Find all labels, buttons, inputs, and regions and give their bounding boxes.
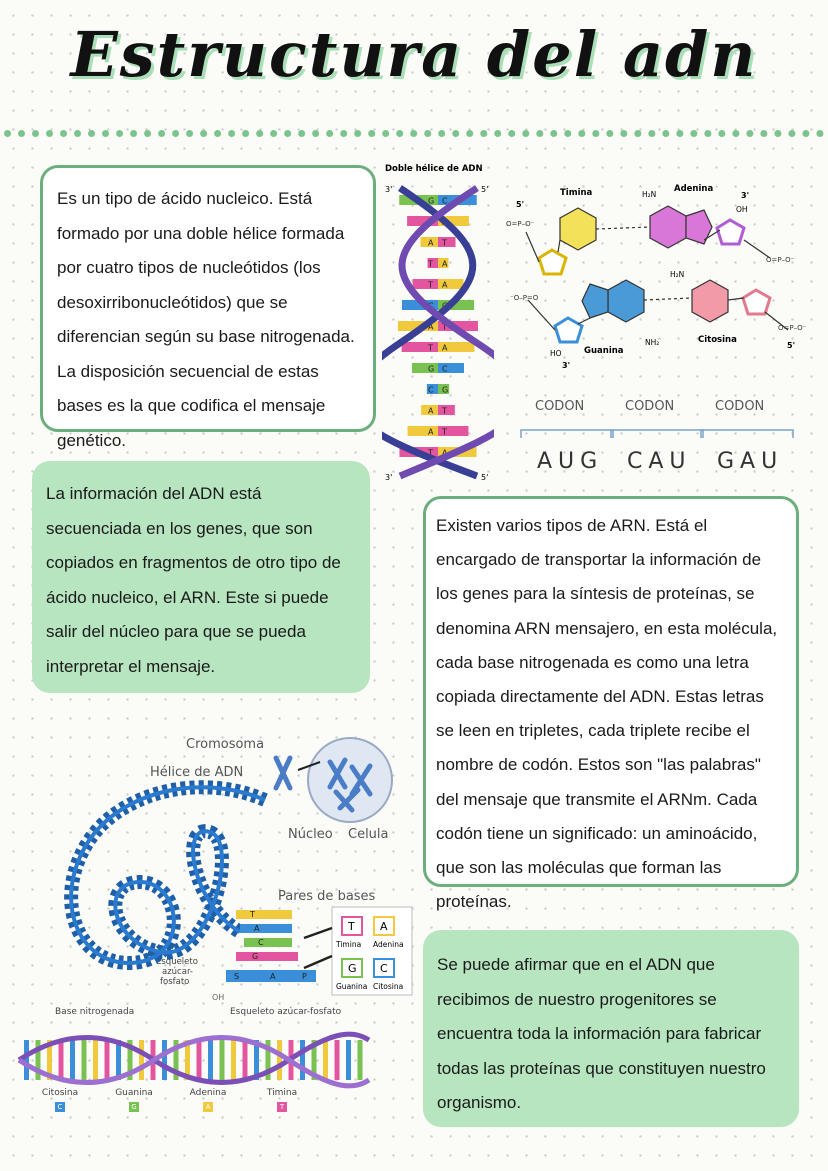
- strip-rung: [139, 1040, 144, 1080]
- legend-base-a-letter: T: [348, 920, 355, 933]
- strip-rung: [93, 1040, 98, 1080]
- strip-rung: [116, 1040, 121, 1080]
- dotted-divider: [4, 130, 824, 137]
- bases-legend-name: Adenina: [189, 1088, 227, 1098]
- label-nh2: NH₂: [645, 338, 660, 347]
- dna-strip-illustration: [14, 1030, 374, 1090]
- helix-base-right-label: A: [442, 448, 448, 458]
- strip-rung: [358, 1040, 363, 1080]
- helix-base-left-label: C: [428, 301, 434, 311]
- helix-base-left-label: G: [428, 364, 435, 374]
- looped-dna: [71, 787, 265, 963]
- svg-text:O=P–O⁻: O=P–O⁻: [766, 256, 795, 264]
- adenine-ring: [650, 206, 686, 248]
- bases-legend-name: Timina: [266, 1088, 298, 1098]
- strip-rung: [335, 1040, 340, 1080]
- strand-letter: G: [252, 952, 259, 961]
- nucleotide-chemistry-diagram: [498, 180, 823, 380]
- chem-end-3-top: 3': [741, 191, 750, 200]
- guanine-ring-2: [582, 284, 608, 318]
- helix-base-right-label: A: [442, 280, 448, 290]
- strip-rung: [300, 1040, 305, 1080]
- codon-triplet: AUG: [537, 449, 604, 474]
- helix-base-right-label: C: [442, 196, 448, 206]
- strand-letter: S: [234, 972, 240, 981]
- helix-base-right-label: T: [442, 406, 447, 416]
- helix-end-3-top: 3': [385, 185, 393, 194]
- bases-legend-item: [30, 1088, 90, 1112]
- looped-dna-core: [71, 787, 265, 963]
- bases-legend-name: Citosina: [41, 1088, 79, 1098]
- strip-rung: [231, 1040, 236, 1080]
- helix-base-left-label: G: [428, 196, 435, 206]
- strip-rung: [24, 1040, 29, 1080]
- strip-rung: [59, 1040, 64, 1080]
- codon-bracket: [521, 430, 613, 438]
- codon-group: [521, 399, 793, 474]
- strand-letter: T: [250, 910, 255, 919]
- label-cromosoma: Cromosoma: [186, 737, 265, 752]
- label-celula: Celula: [348, 827, 389, 842]
- arn-card: [423, 496, 799, 912]
- label-helice: Hélice de ADN: [150, 765, 244, 780]
- helix-base-left-label: A: [428, 427, 434, 437]
- bases-legend-swatch: T: [277, 1102, 287, 1112]
- codon-triplet: GAU: [717, 449, 784, 474]
- codon-triplet: CAU: [627, 449, 692, 474]
- label-h2n-top: H₂N: [642, 190, 657, 199]
- strip-rung: [243, 1040, 248, 1080]
- label-ho: HO: [550, 349, 562, 358]
- helix-base-left: [413, 279, 438, 289]
- page-title: Estructura del adn: [70, 18, 758, 91]
- adenine-ring-2: [686, 210, 712, 244]
- legend-base-b-name: Citosina: [373, 982, 404, 991]
- legend-base-b-letter: C: [380, 962, 388, 975]
- helix-base-left-label: T: [428, 280, 433, 290]
- genes-card: [32, 461, 370, 693]
- strip-rung: [82, 1040, 87, 1080]
- bases-legend-item: [178, 1088, 238, 1112]
- sugar-3: [555, 318, 582, 342]
- strip-rung: [105, 1040, 110, 1080]
- intro-text: Es un tipo de ácido nucleico. Está formado por una doble hélice formada por cuatro tipos de nucleótidos (los desoxirribonucleótidos) que se diferencian según su base nitrogenada. La disposición secuencial de estas bases es la que codifica el mensaje genético.: [57, 189, 355, 450]
- sugar-2: [717, 220, 744, 244]
- strand-letter: A: [254, 924, 260, 933]
- helix-base-right-label: G: [442, 385, 449, 395]
- legend-base-a-letter: G: [348, 962, 357, 975]
- helix-base-left-label: A: [428, 238, 434, 248]
- label-oh: OH: [736, 205, 748, 214]
- label-guanina: Guanina: [584, 346, 624, 356]
- sugar-1: [539, 250, 566, 274]
- chem-end-5-top: 5': [516, 200, 525, 209]
- helix-base-left-label: C: [428, 385, 434, 395]
- helix-base-pairs: [398, 195, 478, 458]
- arrow-pairs-1: [304, 928, 332, 938]
- label-base-nitrogenada: Base nitrogenada: [55, 1007, 135, 1017]
- bases-legend: [30, 1088, 310, 1118]
- svg-text:⁻O–P=O: ⁻O–P=O: [510, 294, 539, 302]
- strip-rung: [277, 1040, 282, 1080]
- svg-text:O=P–O⁻: O=P–O⁻: [506, 220, 535, 228]
- helix-base-right-label: A: [442, 343, 448, 353]
- helix-base-right-label: G: [442, 301, 449, 311]
- label-h2n-mid: H₂N: [670, 270, 685, 279]
- legend-base-b-letter: A: [380, 920, 388, 933]
- codon-label: CODON: [535, 399, 585, 414]
- strand-letter: P: [302, 972, 307, 981]
- double-helix-illustration: [382, 158, 494, 488]
- codon-label: CODON: [715, 399, 765, 414]
- strip-rung: [346, 1040, 351, 1080]
- strip-rung: [197, 1040, 202, 1080]
- helix-end-5-bottom: 5': [481, 473, 489, 482]
- helix-base-left-label: T: [428, 217, 433, 227]
- bases-legend-item: [252, 1088, 312, 1112]
- conclusion-card: [423, 930, 799, 1127]
- codon-label: CODON: [625, 399, 675, 414]
- helix-base-right-label: A: [442, 259, 448, 269]
- strand-letter: A: [270, 972, 276, 981]
- codon-diagram: [515, 390, 795, 480]
- helix-base-left-label: T: [428, 259, 433, 269]
- intro-card: [40, 165, 376, 450]
- label-adenina: Adenina: [674, 184, 714, 194]
- genes-text: La información del ADN está secuenciada en los genes, que son copiados en fragmentos de otro tipo de ácido nucleico, el ARN. Este si puede salir del núcleo para que se pueda interpretar el mensaje.: [46, 484, 341, 676]
- thymine-ring: [560, 208, 596, 250]
- bases-legend-swatch: C: [55, 1102, 65, 1112]
- helix-base-left-label: A: [428, 322, 434, 332]
- helix-base-right-label: T: [442, 238, 447, 248]
- arn-text: Existen varios tipos de ARN. Está el encargado de transportar la información de los genes para la síntesis de proteínas, se denomina ARN mensajero, en esta molécula, cada base nitrogenada es como una letra copiada directamente del ADN. Estas letras se leen en tripletes, cada triplete recibe el nombre de codón. Estos son "las palabras" del mensaje que transmite el ARNm. Cada codón tiene un significado: un aminoácido, que son las moléculas que forman las proteínas.: [436, 516, 778, 912]
- label-oh-end: OH: [212, 993, 225, 1002]
- legend-base-a-name: Guanina: [336, 982, 368, 991]
- bases-legend-name: Guanina: [115, 1088, 153, 1098]
- strip-rung: [208, 1040, 213, 1080]
- helix-base-left-label: T: [428, 448, 433, 458]
- label-esqueleto-2: azúcar-: [162, 967, 193, 977]
- helix-base-right-label: A: [442, 217, 448, 227]
- bases-legend-swatch: G: [129, 1102, 139, 1112]
- bases-legend-swatch: A: [203, 1102, 213, 1112]
- label-citosina: Citosina: [698, 335, 737, 345]
- helix-base-right-label: T: [442, 427, 447, 437]
- helix-base-left-label: T: [428, 343, 433, 353]
- helix-title: Doble hélice de ADN: [385, 164, 483, 174]
- svg-text:O=P–O⁻: O=P–O⁻: [778, 324, 807, 332]
- legend-base-b-name: Adenina: [373, 940, 404, 949]
- helix-base-right-label: C: [442, 364, 448, 374]
- strand-letter: C: [258, 938, 264, 947]
- codon-bracket: [611, 430, 703, 438]
- codon-bracket: [701, 430, 793, 438]
- chromosome-illustration: [40, 732, 420, 1002]
- helix-base-right-label: T: [442, 322, 447, 332]
- chem-end-5-bottom: 5': [787, 341, 796, 350]
- guanine-ring: [608, 280, 644, 322]
- label-timina: Timina: [560, 188, 593, 198]
- bases-legend-item: [104, 1088, 164, 1112]
- strip-rung: [162, 1040, 167, 1080]
- helix-base-left-label: A: [428, 406, 434, 416]
- legend-base-a-name: Timina: [336, 940, 362, 949]
- sugar-4: [743, 290, 770, 314]
- label-esqueleto-3: fosfato: [160, 977, 190, 987]
- chem-end-3-bottom: 3': [562, 361, 571, 370]
- helix-end-3-bottom: 3': [385, 473, 393, 482]
- helix-end-5-top: 5': [481, 185, 489, 194]
- label-pares: Pares de bases: [278, 889, 376, 904]
- conclusion-text: Se puede afirmar que en el ADN que recibimos de nuestro progenitores se encuentra toda la información para fabricar todas las proteínas que constituyen nuestro organismo.: [437, 955, 766, 1112]
- label-esqueleto-azucar: Esqueleto azúcar-fosfato: [230, 1007, 342, 1017]
- cytosine-ring: [692, 280, 728, 322]
- arrow-pairs-2: [304, 956, 332, 968]
- strip-rung: [70, 1040, 75, 1080]
- label-esqueleto-1: Esqueleto: [156, 957, 198, 967]
- strip-rung: [323, 1040, 328, 1080]
- strip-rung: [220, 1040, 225, 1080]
- chromosome-x: [276, 758, 290, 788]
- label-nucleo: Núcleo: [288, 827, 333, 842]
